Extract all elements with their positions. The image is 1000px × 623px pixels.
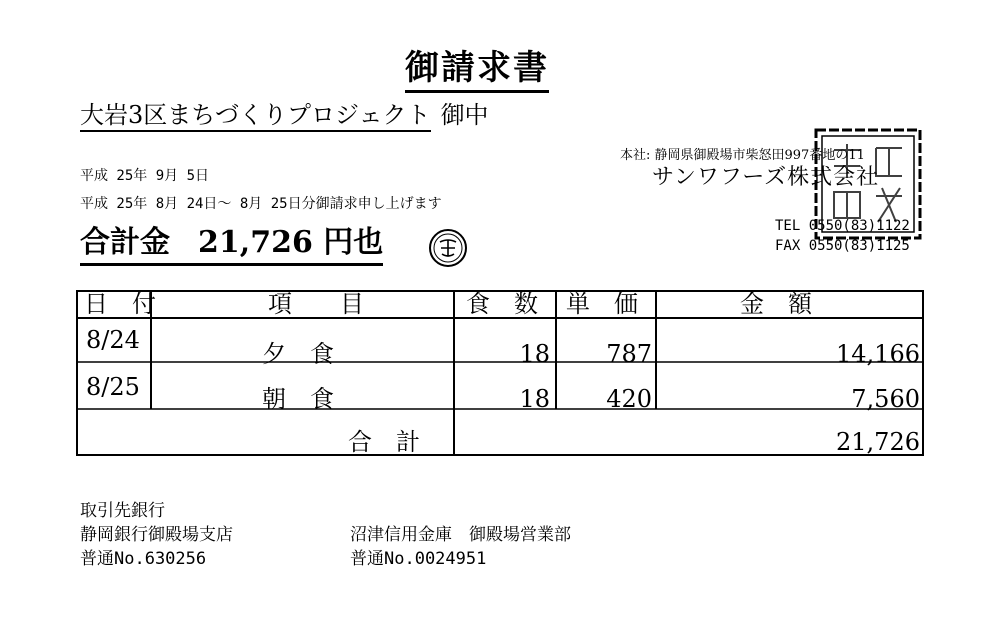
stamp-seal-icon [428,228,468,268]
col-header-unit: 単 価 [566,290,638,318]
table-row-date: 8/24 [86,326,140,354]
table-row-qty: 18 [519,385,550,413]
bank-name-1: 静岡銀行御殿場支店 [80,525,233,545]
bank-account-1: 普通No.630256 [80,549,207,569]
bank-account-2: 普通No.0024951 [350,549,487,569]
col-header-date: 日 付 [84,290,156,318]
table-row-item: 朝 食 [262,385,334,413]
bank-name-2: 沼津信用金庫 御殿場営業部 [350,525,571,545]
document-title: 御請求書 [405,48,549,93]
billing-period: 平成 25年 8月 24日～ 8月 25日分御請求申し上げます [80,196,442,212]
addressee [80,100,489,130]
hq-address: 本社: 静岡県御殿場市柴怒田997番地の11 [620,148,865,163]
company-tel: TEL 0550(83)1122 [775,218,910,234]
total-amount-line [80,225,383,266]
addressee-name: 大岩3区まちづくりプロジェクト [80,101,431,132]
bank-section-title: 取引先銀行 [80,501,165,521]
col-header-qty: 食 数 [466,290,538,318]
table-row-qty: 18 [519,340,550,368]
table-total-label: 合 計 [348,428,420,456]
company-seal-icon [812,126,924,242]
table-row-unit: 787 [606,340,652,368]
table-total-value: 21,726 [836,428,920,456]
table-row-amount: 7,560 [851,385,920,413]
col-header-item: 項 目 [268,290,364,318]
company-fax: FAX 0550(83)1125 [775,238,910,254]
total-label: 合計金 [80,225,170,260]
table-row-unit: 420 [606,385,652,413]
addressee-honorific: 御中 [440,101,489,129]
table-row-amount: 14,166 [836,340,920,368]
table-row-item: 夕 食 [262,340,334,368]
total-suffix: 円也 [323,225,384,260]
issue-date: 平成 25年 9月 5日 [80,168,210,184]
col-header-amount: 金 額 [740,290,812,318]
table-row-date: 8/25 [86,373,140,401]
total-amount: 21,726 [198,225,313,260]
company-name: サンワフーズ株式会社 [652,165,880,190]
